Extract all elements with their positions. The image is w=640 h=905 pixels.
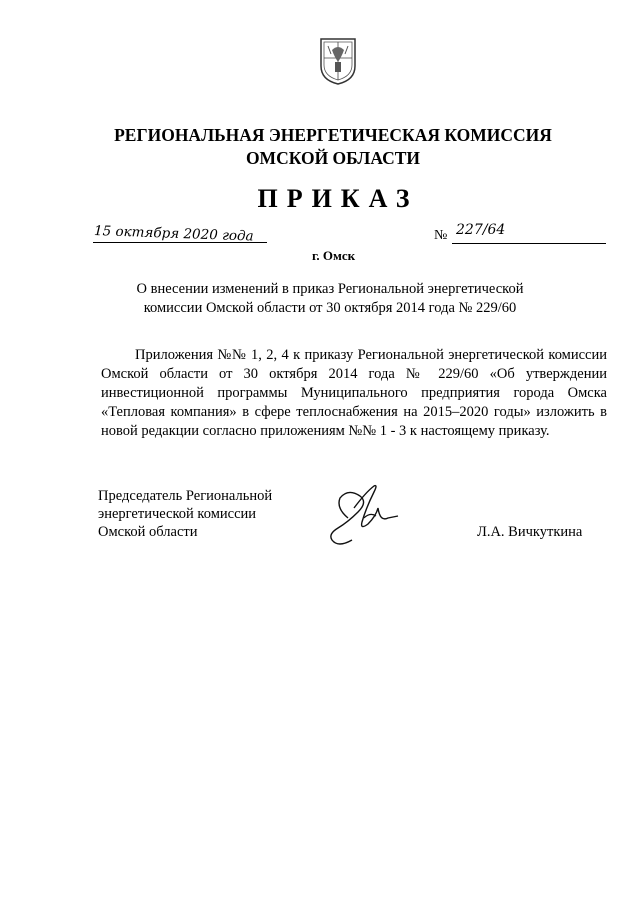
number-underline (452, 243, 606, 244)
signatory-name: Л.А. Вичкуткина (477, 524, 583, 540)
number-label: № (434, 228, 448, 243)
signatory-position (98, 487, 338, 541)
subject-line1: О внесении изменений в приказ Региональной энергетической (136, 281, 524, 297)
organization-name-line2: ОМСКОЙ ОБЛАСТИ (245, 148, 421, 168)
signature-icon (318, 478, 408, 558)
date-handwritten: 15 октября 2020 года (93, 223, 254, 245)
body-paragraph: Приложения №№ 1, 2, 4 к приказу Региональной энергетической комиссии Омской области от 30 октября 2014 года № 229/60 «Об утверждении инвестиционной программы Муниципального предприятия города Омска «Тепловая компания» в сфере теплоснабжения на 2015–2020 годы» изложить в новой редакции согласно приложениям №№ 1 - 3 к настоящему приказу. (101, 347, 607, 439)
document-title: ПРИКАЗ (257, 184, 419, 213)
number-handwritten: 227/64 (456, 222, 506, 238)
date-underline (93, 242, 267, 243)
coat-of-arms-icon (318, 36, 358, 86)
position-line2: энергетической комиссии (98, 506, 257, 522)
document-subject (100, 280, 560, 318)
subject-line2: комиссии Омской области от 30 октября 2014 года № 229/60 (143, 300, 517, 316)
position-line1: Председатель Региональной (98, 488, 273, 504)
organization-name-line1: РЕГИОНАЛЬНАЯ ЭНЕРГЕТИЧЕСКАЯ КОМИССИЯ (114, 125, 552, 145)
position-line3: Омской области (98, 524, 198, 540)
city: г. Омск (312, 248, 356, 263)
